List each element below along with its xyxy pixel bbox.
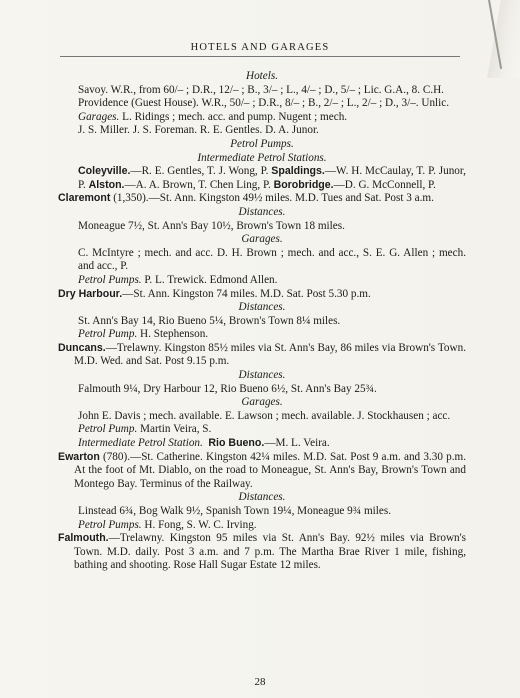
claremont-pumps bbox=[58, 274, 466, 288]
claremont-garages: C. McIntyre ; mech. and acc. D. H. Brown ; mech. and acc., S. E. G. Allen ; mech. and acc., P. bbox=[78, 246, 466, 273]
claremont-garages-heading: Garages. bbox=[241, 233, 283, 246]
ewarton-entry bbox=[58, 451, 466, 492]
garages-label: Garages. bbox=[78, 110, 120, 123]
spaldings-text: —W. H. McCaulay, T. P. Junor, P. bbox=[78, 165, 466, 191]
petrol-pumps-label: Petrol Pumps. bbox=[78, 273, 142, 286]
ewarton-distances: Linstead 6¾, Bog Walk 9½, Spanish Town 19¼, Moneague 9¾ miles. bbox=[78, 505, 391, 517]
dry-harbour-distances-heading: Distances. bbox=[238, 301, 286, 314]
intermediate-stations bbox=[58, 165, 466, 192]
garages-text: L. Ridings ; mech. acc. and pump. Nugent ; mech. bbox=[119, 110, 348, 123]
petrol-pumps-heading: Petrol Pumps. bbox=[230, 137, 294, 150]
coleyville-text: —R. E. Gentles, T. J. Wong, P. bbox=[130, 165, 272, 178]
duncans-entry bbox=[58, 342, 466, 369]
claremont-distances: Moneague 7½, St. Ann's Bay 10½, Brown's Town 18 miles. bbox=[78, 219, 345, 232]
duncans-text: —Trelawny. Kingston 85½ miles via St. Ann's Bay, 86 miles via Brown's Town. M.D. Wed. and Sat. Post 9.15 p.m. bbox=[74, 341, 466, 368]
claremont-name: Claremont bbox=[58, 192, 111, 205]
ewarton-pumps-text: H. Fong, S. W. C. Irving. bbox=[141, 518, 257, 531]
claremont-text: (1,350).—St. Ann. Kingston 49½ miles. M.D. Tues and Sat. Post 3 a.m. bbox=[110, 192, 434, 205]
duncans-pump bbox=[58, 423, 466, 437]
header-rule bbox=[60, 56, 460, 57]
dry-harbour-pump bbox=[58, 328, 466, 342]
duncans-name: Duncans. bbox=[58, 341, 106, 354]
ewarton-distances-heading: Distances. bbox=[238, 491, 286, 504]
garages-entry-2: J. S. Miller. J. S. Foreman. R. E. Gentles. D. A. Junor. bbox=[78, 124, 319, 137]
duncans-distances: Falmouth 9¼, Dry Harbour 12, Rio Bueno 6½, St. Ann's Bay 25¾. bbox=[78, 382, 377, 395]
rio-bueno-name: Rio Bueno. bbox=[208, 437, 265, 450]
page-body bbox=[58, 70, 466, 573]
intermediate-label: Intermediate Petrol Station. bbox=[78, 437, 203, 450]
spaldings-name: Spaldings. bbox=[271, 165, 325, 178]
claremont-entry bbox=[58, 192, 466, 206]
page-number: 28 bbox=[254, 676, 266, 688]
duncans-garages: John E. Davis ; mech. available. E. Lawson ; mech. available. J. Stockhausen ; acc. bbox=[78, 409, 451, 422]
dry-harbour-name: Dry Harbour. bbox=[58, 287, 123, 300]
claremont-distances-heading: Distances. bbox=[238, 205, 286, 218]
falmouth-text: —Trelawny. Kingston 95 miles via St. Ann's Bay. 92½ miles via Brown's Town. M.D. daily. Post 3 a.m. and 7 p.m. The Martha Brae River 1 mile, fishing, bathing and shooting. Rose Hall Sugar Estate 12 miles. bbox=[74, 532, 466, 572]
duncans-pump-text: Martin Veira, S. bbox=[137, 423, 212, 436]
duncans-garages-heading: Garages. bbox=[241, 396, 283, 409]
savoy-entry: Savoy. W.R., from 60/– ; D.R., 12/– ; B., 3/– ; L., 4/– ; D., 5/– ; Lic. G.A., 8. C.H. bbox=[78, 83, 444, 96]
ewarton-pumps bbox=[58, 519, 466, 533]
rio-bueno-entry bbox=[58, 437, 466, 451]
ewarton-text: (780).—St. Catherine. Kingston 42¼ miles. M.D. Sat. Post 9 a.m. and 3.30 p.m. At the foot of Mt. Diablo, on the road to Moneague, St. Ann's Bay, Brown's Town and Montego Bay. Terminus of the Railway. bbox=[74, 450, 466, 490]
coleyville-name: Coleyville. bbox=[78, 165, 131, 178]
duncans-distances-heading: Distances. bbox=[238, 369, 286, 382]
falmouth-entry bbox=[58, 532, 466, 573]
ewarton-name: Ewarton bbox=[58, 450, 100, 463]
borobridge-name: Borobridge. bbox=[273, 178, 334, 191]
claremont-pumps-text: P. L. Trewick. Edmond Allen. bbox=[141, 273, 278, 286]
rio-bueno-text: —M. L. Veira. bbox=[264, 437, 330, 450]
ewarton-pumps-label: Petrol Pumps. bbox=[78, 518, 142, 531]
intermediate-heading: Intermediate Petrol Stations. bbox=[197, 151, 327, 164]
dry-harbour-pump-text: H. Stephenson. bbox=[137, 328, 209, 341]
duncans-pump-label: Petrol Pump. bbox=[78, 423, 138, 436]
borobridge-text: —D. G. McConnell, P. bbox=[333, 178, 436, 191]
dry-harbour-entry bbox=[58, 288, 466, 302]
providence-entry: Providence (Guest House). W.R., 50/– ; D.R., 8/– ; B., 2/– ; L., 2/– ; D., 3/–. Unlic. bbox=[78, 97, 450, 110]
petrol-pump-label: Petrol Pump. bbox=[78, 328, 138, 341]
dry-harbour-text: —St. Ann. Kingston 74 miles. M.D. Sat. Post 5.30 p.m. bbox=[122, 287, 371, 300]
dry-harbour-distances: St. Ann's Bay 14, Rio Bueno 5¼, Brown's Town 8¼ miles. bbox=[78, 314, 341, 327]
running-header: HOTELS AND GARAGES bbox=[190, 42, 330, 53]
garages-entry bbox=[58, 111, 466, 125]
alston-name: Alston. bbox=[88, 178, 125, 191]
hotels-heading: Hotels. bbox=[245, 70, 278, 82]
falmouth-name: Falmouth. bbox=[58, 532, 109, 545]
alston-text: —A. A. Brown, T. Chen Ling, P. bbox=[124, 178, 274, 191]
